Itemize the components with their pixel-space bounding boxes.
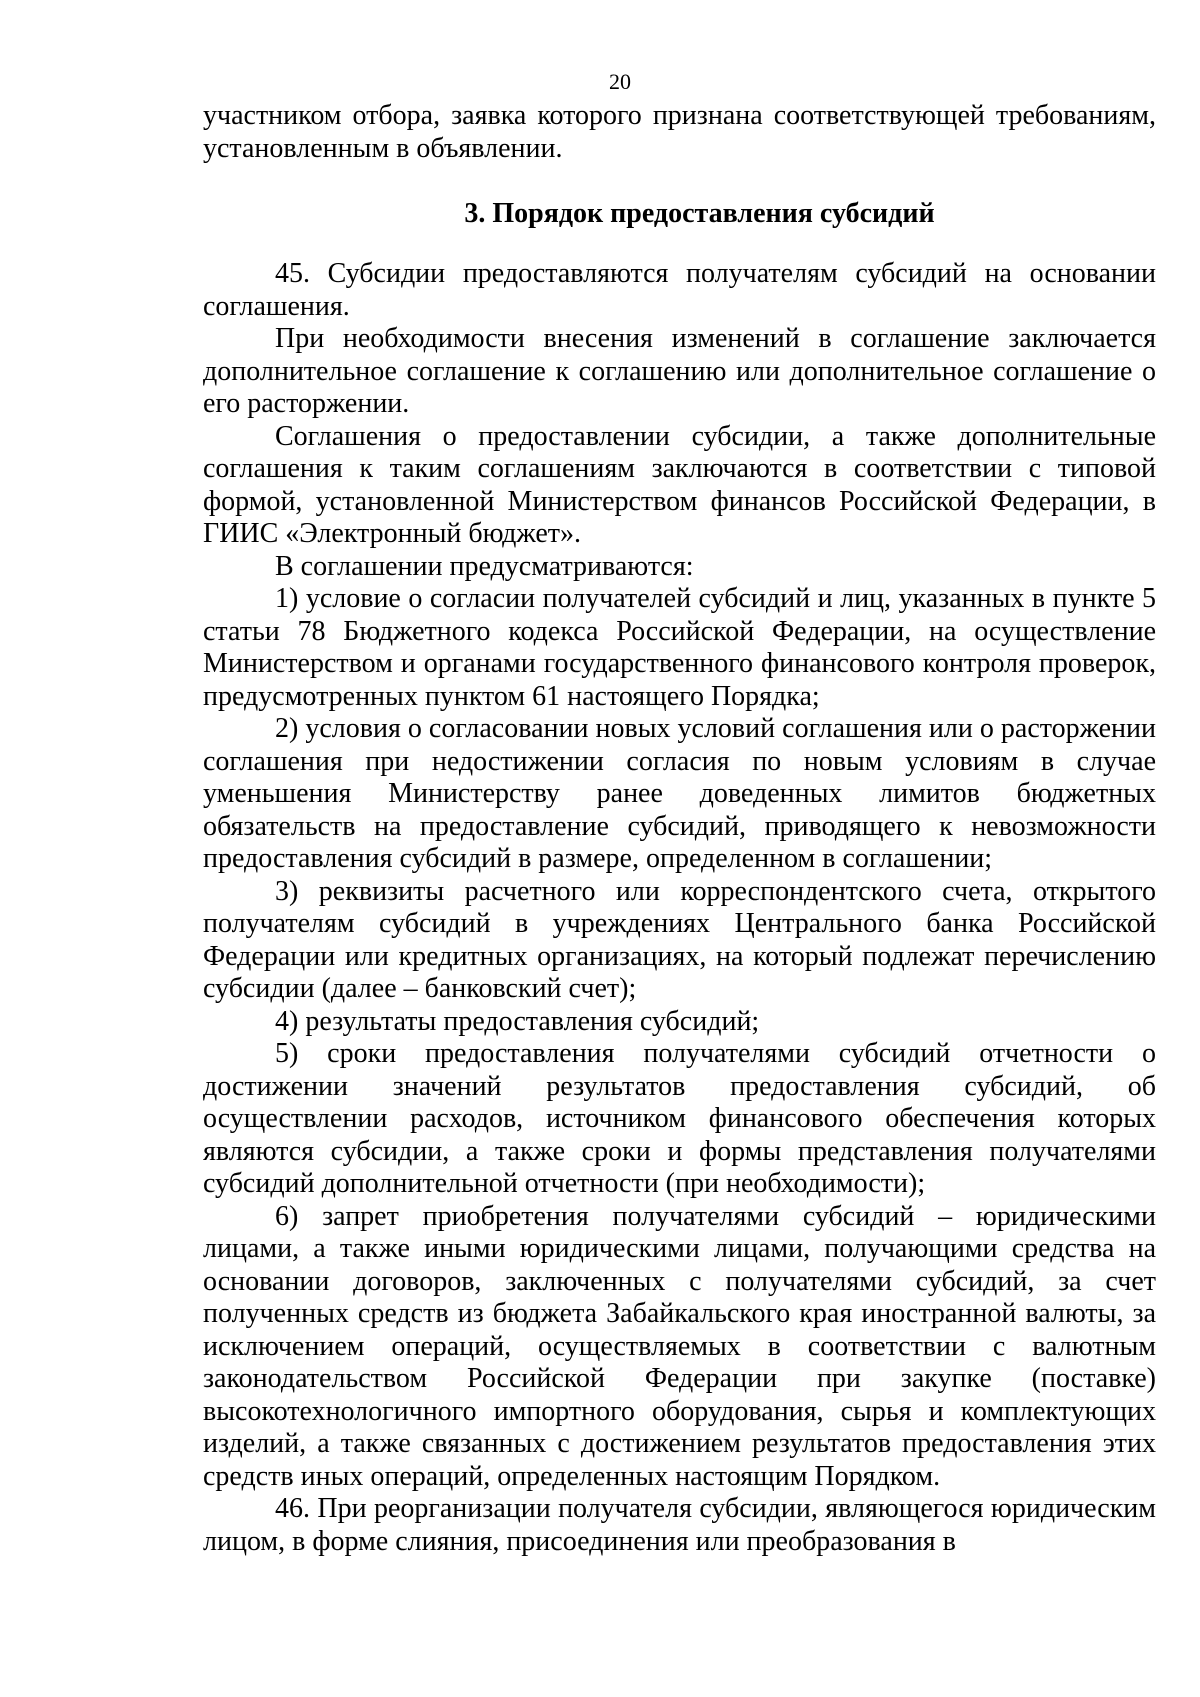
- list-item-3: 3) реквизиты расчетного или корреспондентского счета, открытого получателям субсидий в учреждениях Центрального банка Российской Федерации или кредитных организациях, на который подлежат перечислению субсидии (далее – банковский счет);: [203, 875, 1156, 1004]
- list-item-6: 6) запрет приобретения получателями субсидий – юридическими лицами, а также иными юридическими лицами, получающими средства на основании договоров, заключенных с получателями субсидий, за счет полученных средств из бюджета Забайкальского края иностранной валюты, за исключением операций, осуществляемых в соответствии с валютным законодательством Российской Федерации при закупке (поставке) высокотехнологичного импортного оборудования, сырья и комплектующих изделий, а также связанных с достижением результатов предоставления этих средств иных операций, определенных настоящим Порядком.: [203, 1200, 1156, 1492]
- list-item-1: 1) условие о согласии получателей субсидий и лиц, указанных в пункте 5 статьи 78 Бюджетного кодекса Российской Федерации, на осуществление Министерством и органами государственного финансового контроля проверок, предусмотренных пунктом 61 настоящего Порядка;: [203, 583, 1156, 712]
- page-number: 20: [609, 69, 631, 94]
- list-item-2: 2) условия о согласовании новых условий соглашения или о расторжении соглашения при недостижении согласия по новым условиям в случае уменьшения Министерству ранее доведенных лимитов бюджетных обязательств на предоставление субсидий, приводящего к невозможности предоставления субсидий в размере, определенном в соглашении;: [203, 713, 1156, 874]
- section-heading: 3. Порядок предоставления субсидий: [464, 198, 935, 229]
- paragraph-45: 45. Субсидии предоставляются получателям субсидий на основании соглашения.: [203, 258, 1156, 322]
- paragraph-46: 46. При реорганизации получателя субсидии, являющегося юридическим лицом, в форме слияния, присоединения или преобразования в: [203, 1493, 1156, 1557]
- paragraph-agreement-form: Соглашения о предоставлении субсидии, а также дополнительные соглашения к таким соглашениям заключаются в соответствии с типовой формой, установленной Министерством финансов Российской Федерации, в ГИИС «Электронный бюджет».: [203, 420, 1156, 549]
- list-item-5: 5) сроки предоставления получателями субсидий отчетности о достижении значений результатов предоставления субсидий, об осуществлении расходов, источником финансового обеспечения которых являются субсидии, а также сроки и формы представления получателями субсидий дополнительной отчетности (при необходимости);: [203, 1038, 1156, 1199]
- list-item-4: 4) результаты предоставления субсидий;: [275, 1005, 760, 1037]
- paragraph-agreement-provisions: В соглашении предусматриваются:: [275, 550, 694, 582]
- continuation-paragraph: участником отбора, заявка которого признана соответствующей требованиям, установленным в объявлении.: [203, 100, 1156, 164]
- document-body: [203, 100, 1156, 1558]
- paragraph-amendments: При необходимости внесения изменений в соглашение заключается дополнительное соглашение к соглашению или дополнительное соглашение о его расторжении.: [203, 323, 1156, 419]
